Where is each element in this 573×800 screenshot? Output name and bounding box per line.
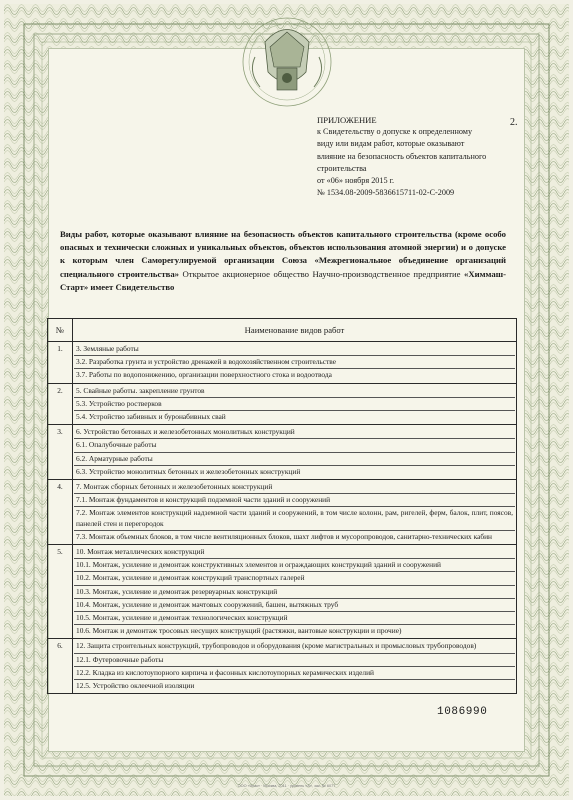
serial-number: 1086990 bbox=[437, 706, 488, 718]
work-item: 7.3. Монтаж объемных блоков, в том числе вентиляционных блоков, шахт лифтов и мусоропроводов, санитарно-технических кабин bbox=[76, 531, 493, 541]
column-header-number: № bbox=[48, 319, 73, 342]
work-item: 3. Земляные работы bbox=[74, 343, 515, 356]
work-item: 10.4. Монтаж, усиление и демонтаж мачтовых сооружений, башен, вытяжных труб bbox=[74, 599, 515, 612]
row-number: 6. bbox=[48, 639, 73, 694]
work-item: 6. Устройство бетонных и железобетонных монолитных конструкций bbox=[74, 426, 515, 439]
row-number: 5. bbox=[48, 545, 73, 639]
row-items bbox=[73, 383, 517, 425]
work-item: 3.2. Разработка грунта и устройство дренажей в водохозяйственном строительстве bbox=[74, 356, 515, 369]
row-items bbox=[73, 342, 517, 384]
table-row bbox=[48, 639, 517, 694]
work-item: 10.1. Монтаж, усиление и демонтаж конструктивных элементов и ограждающих конструкций зданий и сооружений bbox=[74, 559, 515, 572]
work-types-body bbox=[48, 342, 517, 694]
table-row bbox=[48, 342, 517, 384]
work-item: 7. Монтаж сборных бетонных и железобетонных конструкций bbox=[74, 481, 515, 494]
work-item: 7.2. Монтаж элементов конструкций надземной части зданий и сооружений, в том числе колонн, рам, ригелей, ферм, балок, плит, поясов, панелей стен и перегородок bbox=[74, 507, 515, 530]
coat-of-arms-emblem bbox=[240, 12, 335, 112]
work-item: 10.5. Монтаж, усиление и демонтаж технологических конструкций bbox=[74, 612, 515, 625]
work-types-table bbox=[47, 318, 517, 694]
table-row bbox=[48, 383, 517, 425]
table-row bbox=[48, 480, 517, 545]
work-item: 10.3. Монтаж, усиление и демонтаж резервуарных конструкций bbox=[74, 586, 515, 599]
work-item: 6.3. Устройство монолитных бетонных и железобетонных конструкций bbox=[76, 466, 301, 476]
printer-imprint: ООО «Знак» · Москва, 2011 · уровень «А», зак. № 6077 bbox=[237, 784, 336, 788]
row-items bbox=[73, 545, 517, 639]
work-item: 6.1. Опалубочные работы bbox=[74, 439, 515, 452]
row-items bbox=[73, 480, 517, 545]
work-item: 12.2. Кладка из кислотоупорного кирпича и фасонных кислотоупорных керамических изделий bbox=[74, 667, 515, 680]
work-item: 10. Монтаж металлических конструкций bbox=[74, 546, 515, 559]
work-item: 12.5. Устройство оклеечной изоляции bbox=[76, 681, 195, 691]
appendix-certificate-number: № 1534.08-2009-5836615711-02-С-2009 bbox=[317, 188, 455, 198]
row-items bbox=[73, 639, 517, 694]
document-heading bbox=[60, 228, 506, 294]
appendix-date: от «06» ноября 2015 г. bbox=[317, 176, 395, 186]
work-item: 5.3. Устройство ростверков bbox=[74, 398, 515, 411]
row-items bbox=[73, 425, 517, 480]
appendix-block bbox=[317, 114, 527, 199]
work-item: 7.1. Монтаж фундаментов и конструкций подземной части зданий и сооружений bbox=[74, 494, 515, 507]
appendix-title: ПРИЛОЖЕНИЕ bbox=[317, 115, 377, 125]
heading-company-name: «Химмаш-Старт» имеет Свидетельство bbox=[60, 268, 506, 292]
appendix-line: виду или видам работ, которые оказывают bbox=[317, 139, 465, 149]
table-row bbox=[48, 545, 517, 639]
work-item: 10.6. Монтаж и демонтаж тросовых несущих конструкций (растяжки, вантовые конструкции и прочие) bbox=[76, 626, 402, 636]
work-item: 12. Защита строительных конструкций, трубопроводов и оборудования (кроме магистральных и промысловых трубопроводов) bbox=[74, 640, 515, 653]
heading-company-prefix: Открытое акционерное общество Научно-производственное предприятие bbox=[179, 268, 465, 279]
column-header-name: Наименование видов работ bbox=[73, 319, 517, 342]
row-number: 3. bbox=[48, 425, 73, 480]
row-number: 4. bbox=[48, 480, 73, 545]
heading-bold-text: Виды работ, которые оказывают влияние на безопасность объектов капитального строительства (кроме особо опасных и технически сложных и уникальных объектов, объектов использования атомной энергии) и о допуске к которым член Саморегулируемой организации Союза «Межрегиональное объединение организаций специального строительства» bbox=[60, 229, 506, 279]
row-number: 2. bbox=[48, 383, 73, 425]
work-item: 12.1. Футеровочные работы bbox=[74, 654, 515, 667]
appendix-line: влияние на безопасность объектов капитального bbox=[317, 151, 487, 161]
table-row bbox=[48, 425, 517, 480]
work-item: 10.2. Монтаж, усиление и демонтаж конструкций транспортных галерей bbox=[74, 572, 515, 585]
appendix-line: строительства bbox=[317, 163, 367, 173]
work-item: 6.2. Арматурные работы bbox=[74, 453, 515, 466]
row-number: 1. bbox=[48, 342, 73, 384]
work-item: 5. Свайные работы. закрепление грунтов bbox=[74, 385, 515, 398]
work-item: 5.4. Устройство забивных и буронабивных свай bbox=[76, 412, 226, 422]
appendix-line: к Свидетельству о допуске к определенному bbox=[317, 127, 473, 137]
page-number: 2. bbox=[510, 117, 518, 128]
work-item: 3.7. Работы по водопонижению, организации поверхностного стока и водоотвода bbox=[76, 370, 332, 380]
